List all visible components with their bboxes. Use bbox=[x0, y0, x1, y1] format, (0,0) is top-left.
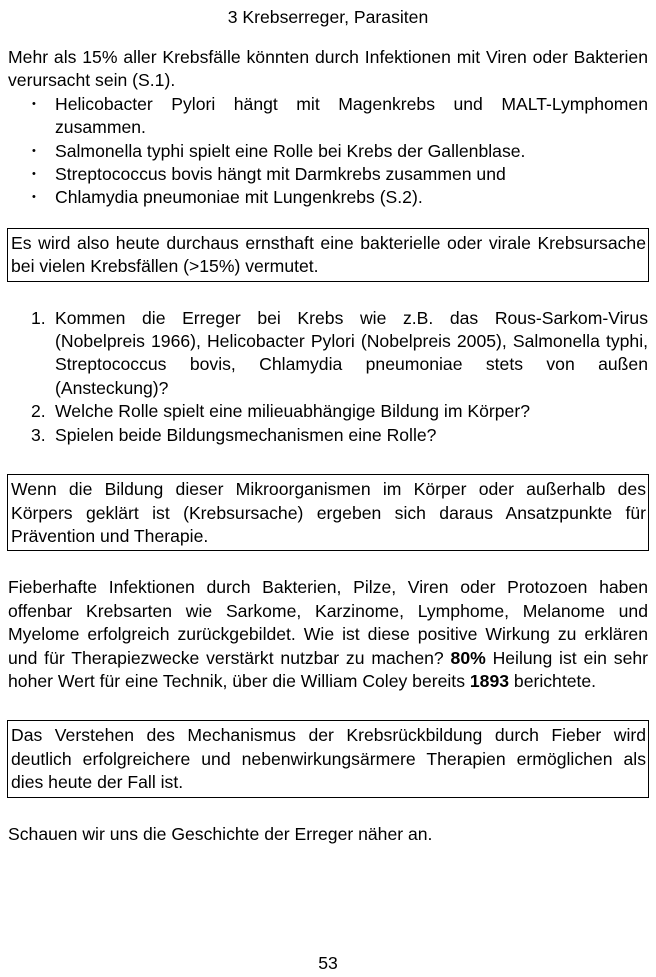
question-number: 1. bbox=[31, 307, 46, 328]
fever-text-part2: Heilung ist ein sehr hoher Wert für eine Technik, über die William Coley bereits bbox=[8, 647, 648, 691]
question-number: 3. bbox=[31, 424, 46, 445]
summary-box-fever-mechanism: Das Verstehen des Mechanismus der Krebsrückbildung durch Fieber wird deutlich erfolgreichere und nebenwirkungsärmere Therapien ermöglichen als dies heute der Fall ist. bbox=[7, 720, 649, 797]
question-text: Welche Rolle spielt eine milieuabhängige Bildung im Körper? bbox=[55, 401, 530, 422]
highlight-healing-rate: 80% bbox=[450, 647, 486, 668]
page-number: 53 bbox=[318, 953, 338, 973]
question-item bbox=[8, 307, 648, 401]
bullet-list bbox=[8, 93, 648, 210]
bullet-item: • Chlamydia pneumoniae mit Lungenkrebs (S.2). bbox=[8, 186, 648, 209]
highlight-year: 1893 bbox=[469, 670, 510, 691]
bullet-item: • Salmonella typhi spielt eine Rolle bei Krebs der Gallenblase. bbox=[8, 140, 648, 163]
question-item bbox=[8, 424, 648, 447]
bullet-item: • Helicobacter Pylori hängt mit Magenkrebs und MALT-Lymphomen zusammen. bbox=[8, 93, 648, 140]
fever-text-part3: berichtete. bbox=[509, 670, 597, 691]
bullet-item: • Streptococcus bovis hängt mit Darmkrebs zusammen und bbox=[8, 163, 648, 186]
question-number: 2. bbox=[31, 401, 46, 422]
summary-box-bacterial-cause: Es wird also heute durchaus ernsthaft eine bakterielle oder virale Krebsursache bei vielen Krebsfällen (>15%) vermutet. bbox=[7, 228, 649, 282]
question-item bbox=[8, 400, 648, 423]
intro-paragraph: Mehr als 15% aller Krebsfälle könnten durch Infektionen mit Viren oder Bakterien verursacht sein (S.1). bbox=[8, 47, 648, 91]
running-head: 3 Krebserreger, Parasiten bbox=[227, 7, 429, 27]
question-text: Kommen die Erreger bei Krebs wie z.B. das Rous-Sarkom-Virus (Nobelpreis 1966), Helicobacter Pylori (Nobelpreis 2005), Salmonella typhi, Streptococcus bovis, Chlamydia pneumoniae stets von außen (Ansteckung)? bbox=[55, 307, 648, 398]
summary-box-prevention: Wenn die Bildung dieser Mikroorganismen im Körper oder außerhalb des Körpers geklärt ist (Krebsursache) ergeben sich daraus Ansatzpunkte für Prävention und Therapie. bbox=[7, 474, 649, 551]
question-text: Spielen beide Bildungsmechanismen eine Rolle? bbox=[55, 424, 437, 445]
fever-text-part1: Fieberhafte Infektionen durch Bakterien, Pilze, Viren oder Protozoen haben offenbar Krebsarten wie Sarkome, Karzinome, Lymphome, Melanome und Myelome erfolgreich zurückgebildet. Wie ist diese positive Wirkung zu erklären und für Therapiezwecke verstärkt nutzbar zu machen? bbox=[8, 577, 648, 668]
fever-paragraph bbox=[8, 576, 648, 693]
question-list bbox=[8, 307, 648, 447]
document-page bbox=[8, 0, 648, 973]
closing-sentence: Schauen wir uns die Geschichte der Erreger näher an. bbox=[8, 823, 433, 844]
